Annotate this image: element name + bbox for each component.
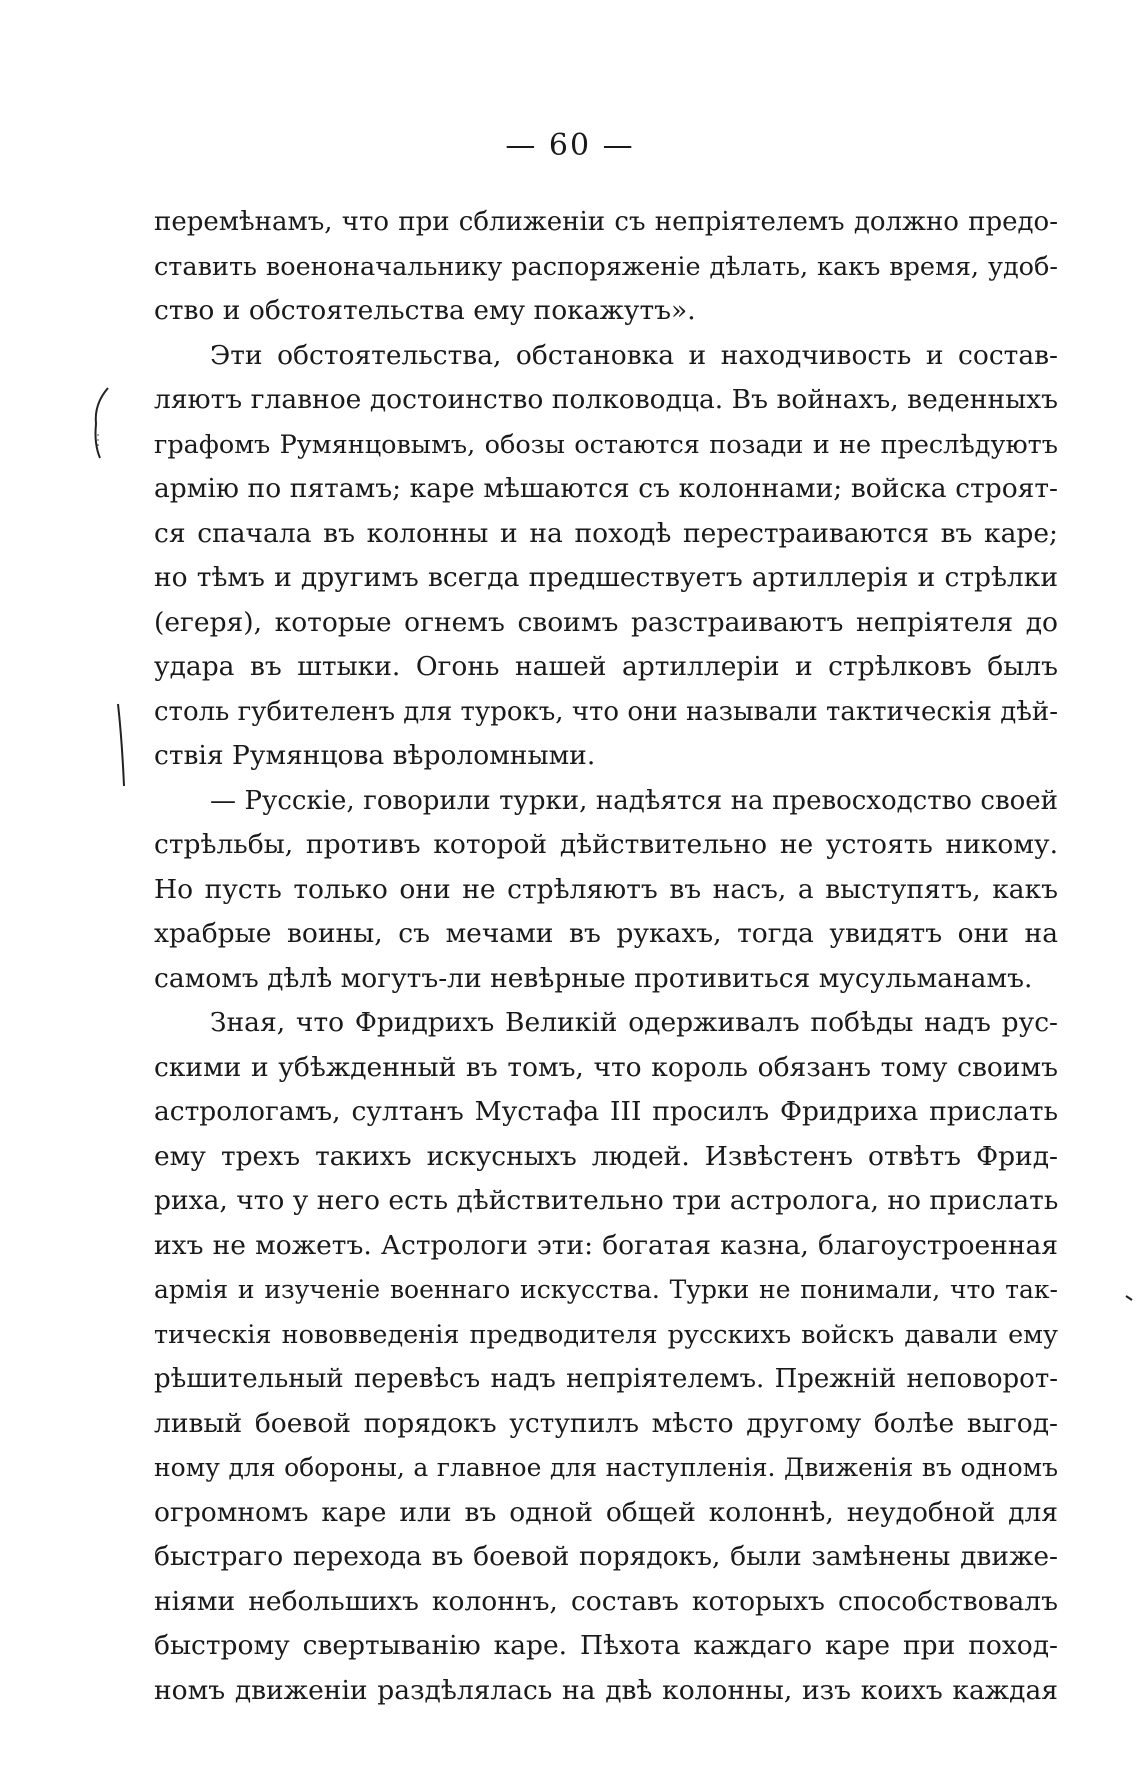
- text-line: астрологамъ, султанъ Мустафа III просилъ Фридриха прислать: [154, 1096, 1058, 1127]
- text-line: быстрому свертыванiю каре. Пѣхота каждаго каре при поход-: [154, 1630, 1058, 1661]
- text-line: ся спачала въ колонны и на походѣ перестраиваются въ каре;: [154, 517, 1058, 549]
- text-line: — Русскiе, говорили турки, надѣятся на превосходство своей: [210, 785, 1058, 816]
- text-line: огромномъ каре или въ одной общей колоннѣ, неудобной для: [154, 1496, 1058, 1528]
- text-line: ставить военоначальнику распоряженiе дѣлать, какъ время, удоб-: [154, 251, 1058, 282]
- text-line: нiями небольшихъ колоннъ, составъ которыхъ способствовалъ: [154, 1585, 1058, 1617]
- text-line: ство и обстоятельства ему покажутъ».: [154, 295, 696, 326]
- text-line: столь губителенъ для турокъ, что они называли тактическiя дѣй-: [154, 696, 1058, 727]
- text-line: но тѣмъ и другимъ всегда предшествуетъ артиллерiя и стрѣлки: [154, 562, 1058, 593]
- text-line: ихъ не можетъ. Астрологи эти: богатая казна, благоустроенная: [154, 1229, 1058, 1261]
- text-line: Но пусть только они не стрѣляютъ въ насъ, а выступятъ, какъ: [154, 873, 1058, 905]
- text-line: (егеря), которые огнемъ своимъ разстраиваютъ непрiятеля до: [154, 606, 1058, 638]
- text-line: риха, что у него есть дѣйствительно три астролога, но прислать: [154, 1185, 1058, 1216]
- text-line: рѣшительный перевѣсъ надъ непрiятелемъ. Прежнiй неповорот-: [154, 1364, 1058, 1394]
- text-line: ему трехъ такихъ искусныхъ людей. Извѣстенъ отвѣтъ Фрид-: [154, 1140, 1058, 1172]
- margin-line-mark: [112, 700, 132, 790]
- text-line: храбрые воины, съ мечами въ рукахъ, тогда увидятъ они на: [154, 918, 1058, 949]
- text-line: стрѣльбы, противъ которой дѣйствительно не устоять никому.: [154, 829, 1058, 860]
- text-line: армiя и изученiе военнаго искусства. Турки не понимали, что так-: [154, 1275, 1058, 1304]
- text-line: удара въ штыки. Огонь нашей артиллерiи и стрѣлковъ былъ: [154, 651, 1058, 682]
- page-number: — 60 —: [505, 128, 635, 163]
- text-line: армiю по пятамъ; каре мѣшаются съ колоннами; войска строят-: [154, 473, 1058, 504]
- text-line: ливый боевой порядокъ уступилъ мѣсто другому болѣе выгод-: [154, 1407, 1058, 1439]
- text-line: скими и убѣжденный въ томъ, что король обязанъ тому своимъ: [154, 1051, 1058, 1083]
- text-line: перемѣнамъ, что при сближенiи съ непрiятелемъ должно предо-: [154, 207, 1058, 237]
- text-line: ляютъ главное достоинство полководца. Въ войнахъ, веденныхъ: [154, 384, 1058, 415]
- margin-tick-mark: [1124, 1294, 1136, 1304]
- text-line: Эти обстоятельства, обстановка и находчивость и состав-: [210, 339, 1058, 371]
- body-text: [154, 200, 1058, 1713]
- text-line: самомъ дѣлѣ могутъ-ли невѣрные противиться мусульманамъ.: [154, 962, 1033, 994]
- margin-bracket-mark-top: [88, 384, 112, 464]
- text-line: ствiя Румянцова вѣроломными.: [154, 740, 596, 771]
- text-line: быстраго перехода въ боевой порядокъ, были замѣнены движе-: [154, 1541, 1058, 1572]
- text-line: тическiя нововведенiя предводителя русскихъ войскъ давали ему: [154, 1319, 1058, 1350]
- text-line: Зная, что Фридрихъ Великiй одерживалъ побѣды надъ рус-: [210, 1007, 1058, 1038]
- text-line: ному для обороны, а главное для наступленiя. Движенiя въ одномъ: [154, 1453, 1058, 1482]
- text-line: графомъ Румянцовымъ, обозы остаются позади и не преслѣдуютъ: [154, 429, 1058, 460]
- text-line: номъ движенiи раздѣлялась на двѣ колонны, изъ коихъ каждая: [154, 1674, 1058, 1706]
